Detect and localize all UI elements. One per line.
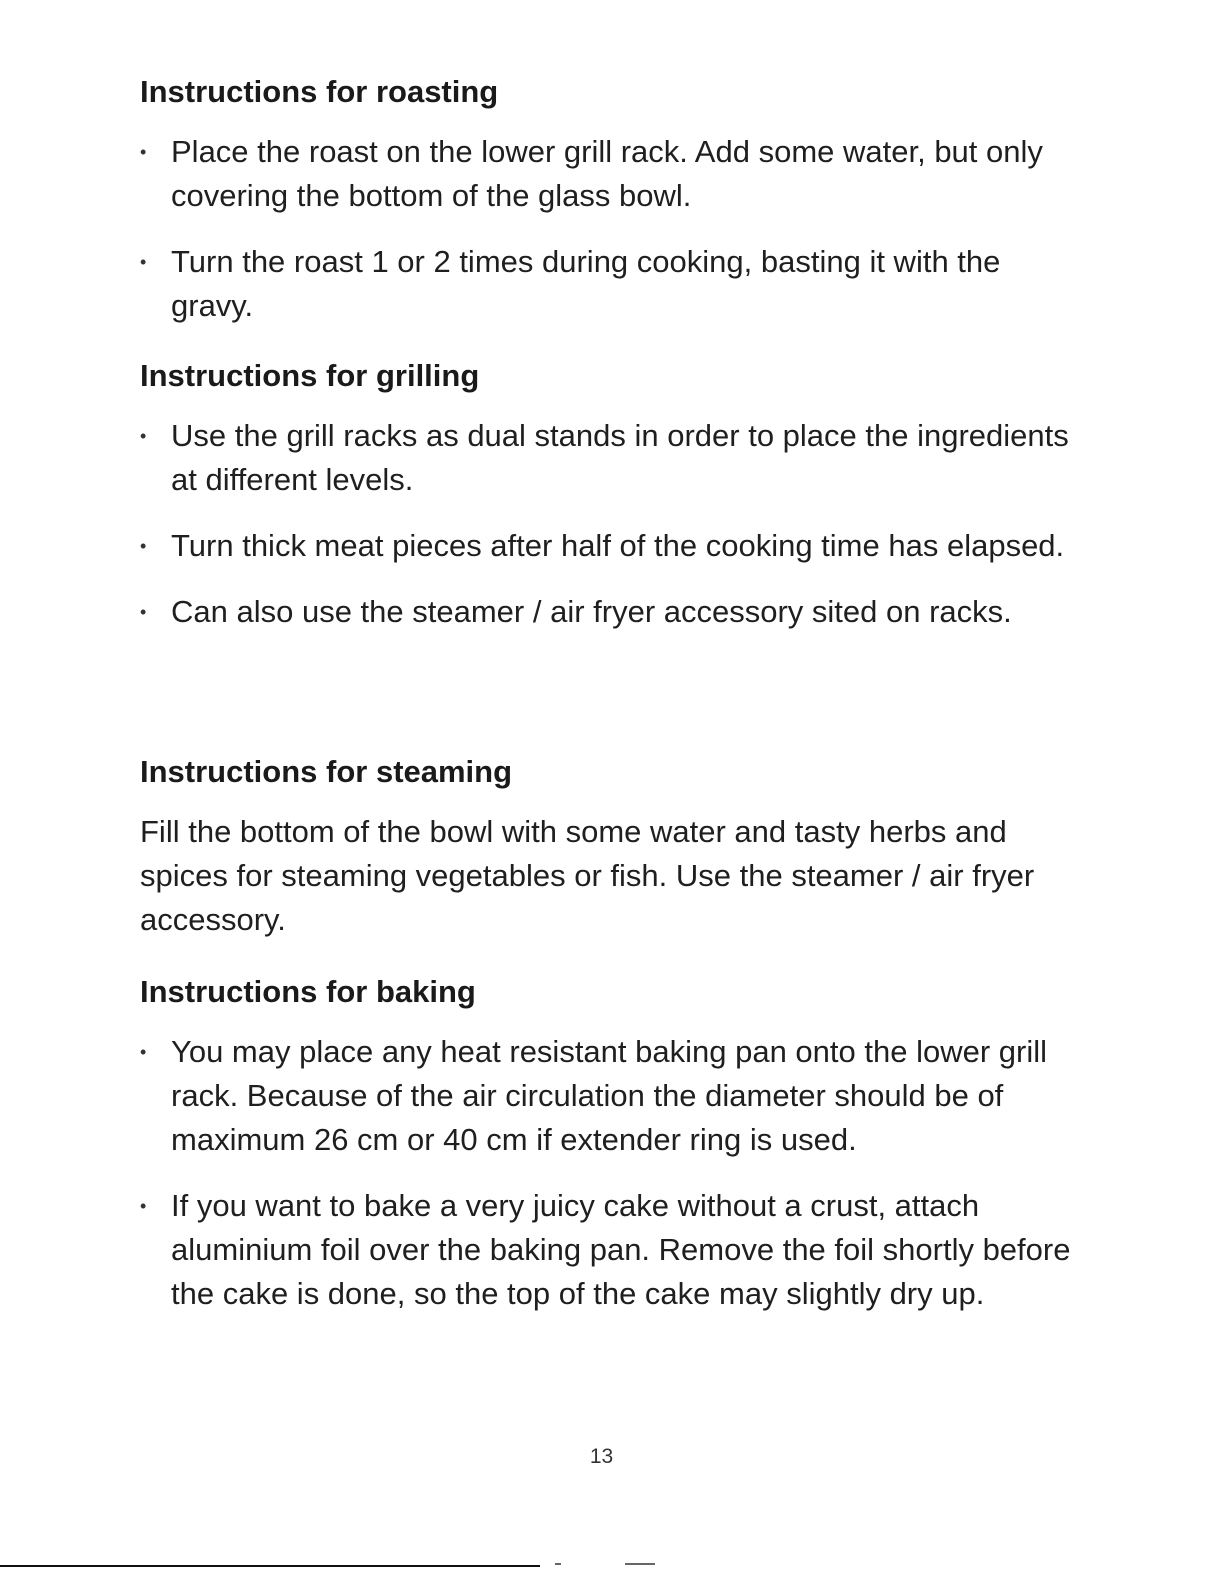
bottom-mark	[625, 1563, 655, 1565]
list-item-text: Turn thick meat pieces after half of the cooking time has elapsed.	[171, 528, 1065, 563]
list-item	[140, 524, 1080, 568]
bullet-icon: •	[140, 142, 147, 162]
list-item	[140, 414, 1080, 502]
bullet-list-grilling	[140, 414, 1080, 634]
page-number: 13	[589, 1445, 614, 1468]
bullet-icon: •	[140, 1196, 147, 1216]
list-item	[140, 1184, 1080, 1316]
bullet-list-baking	[140, 1030, 1080, 1316]
section-roasting	[140, 70, 1080, 328]
bullet-icon: •	[140, 536, 147, 556]
list-item-text: You may place any heat resistant baking pan onto the lower grill rack. Because of the air circulation the diameter should be of maximum 26 cm or 40 cm if extender ring is used.	[171, 1034, 1048, 1157]
bullet-icon: •	[140, 602, 147, 622]
steaming-paragraph: Fill the bottom of the bowl with some water and tasty herbs and spices for steaming vegetables or fish. Use the steamer / air fryer accessory.	[140, 814, 1035, 937]
list-item-text: Place the roast on the lower grill rack. Add some water, but only covering the bottom of the glass bowl.	[171, 134, 1043, 213]
list-item-text: If you want to bake a very juicy cake without a crust, attach aluminium foil over the baking pan. Remove the foil shortly before the cake is done, so the top of the cake may slightly dry up.	[171, 1188, 1071, 1311]
section-steaming	[140, 750, 1080, 942]
list-item-text: Can also use the steamer / air fryer accessory sited on racks.	[171, 594, 1012, 629]
section-title-roasting: Instructions for roasting	[140, 74, 499, 109]
list-item	[140, 590, 1080, 634]
bullet-icon: •	[140, 252, 147, 272]
list-item-text: Use the grill racks as dual stands in order to place the ingredients at different levels.	[171, 418, 1069, 497]
section-title-steaming: Instructions for steaming	[140, 754, 513, 789]
list-item-text: Turn the roast 1 or 2 times during cooking, basting it with the gravy.	[171, 244, 1001, 323]
section-baking	[140, 970, 1080, 1316]
list-item	[140, 240, 1080, 328]
bullet-icon: •	[140, 1042, 147, 1062]
bottom-rule	[0, 1565, 540, 1567]
section-title-baking: Instructions for baking	[140, 974, 476, 1009]
section-grilling	[140, 354, 1080, 634]
bullet-list-roasting	[140, 130, 1080, 328]
bottom-mark	[555, 1563, 561, 1565]
bullet-icon: •	[140, 426, 147, 446]
list-item	[140, 130, 1080, 218]
list-item	[140, 1030, 1080, 1162]
section-title-grilling: Instructions for grilling	[140, 358, 480, 393]
